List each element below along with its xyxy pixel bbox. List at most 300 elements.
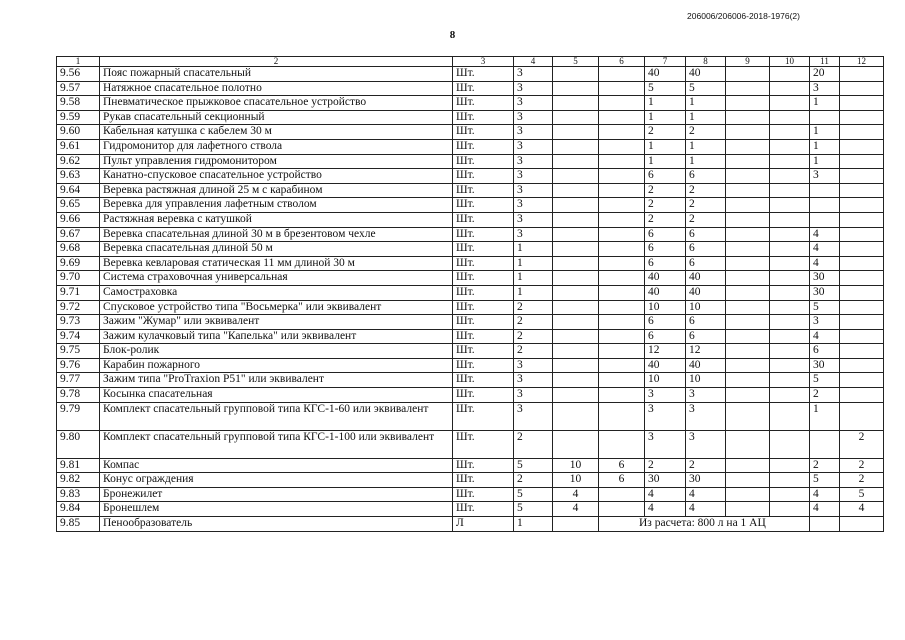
unit: Шт.	[453, 242, 514, 257]
col-4-value: 3	[514, 358, 553, 373]
col-10-value	[770, 473, 810, 488]
col-8-value: 40	[686, 285, 726, 300]
col-6-value	[599, 402, 645, 430]
col-10-value	[770, 430, 810, 458]
item-name: Косынка спасательная	[100, 388, 453, 403]
item-name: Конус ограждения	[100, 473, 453, 488]
col-6-value	[599, 388, 645, 403]
col-4-value: 3	[514, 183, 553, 198]
col-9-value	[726, 430, 770, 458]
col-11-value: 1	[810, 96, 840, 111]
col-8-value: 5	[686, 81, 726, 96]
col-5-value	[553, 125, 599, 140]
col-10-value	[770, 344, 810, 359]
row-number: 9.62	[57, 154, 100, 169]
col-4-value: 3	[514, 227, 553, 242]
col-5-value: 4	[553, 502, 599, 517]
col-10-value	[770, 212, 810, 227]
col-6-value	[599, 285, 645, 300]
col-8-value: 4	[686, 502, 726, 517]
table-row	[57, 473, 884, 488]
col-6-value	[599, 198, 645, 213]
item-name: Комплект спасательный групповой типа КГС-1-60 или эквивалент	[100, 402, 453, 430]
col-8-value: 6	[686, 256, 726, 271]
col-6-value	[599, 256, 645, 271]
col-4-value: 3	[514, 125, 553, 140]
col-8-value: 1	[686, 96, 726, 111]
col-10-value	[770, 315, 810, 330]
col-11-value: 4	[810, 487, 840, 502]
col-12-value	[840, 110, 884, 125]
col-5-value	[553, 227, 599, 242]
unit: Шт.	[453, 285, 514, 300]
row-number: 9.85	[57, 517, 100, 532]
table-row	[57, 344, 884, 359]
col-11-value: 5	[810, 473, 840, 488]
col-7-value: 40	[645, 67, 686, 82]
col-11-value: 3	[810, 81, 840, 96]
item-name: Бронешлем	[100, 502, 453, 517]
col-10-value	[770, 183, 810, 198]
col-11-value: 4	[810, 227, 840, 242]
col-9-value	[726, 212, 770, 227]
col-10-value	[770, 227, 810, 242]
col-8-value: 2	[686, 125, 726, 140]
col-11-value: 1	[810, 125, 840, 140]
row-number: 9.73	[57, 315, 100, 330]
col-5-value	[553, 67, 599, 82]
row-number: 9.83	[57, 487, 100, 502]
col-8-value: 12	[686, 344, 726, 359]
col-7-value: 2	[645, 183, 686, 198]
col-7-value: 3	[645, 430, 686, 458]
col-10-value	[770, 487, 810, 502]
col-9-value	[726, 373, 770, 388]
col-6-value	[599, 212, 645, 227]
col-7-value: 6	[645, 242, 686, 257]
col-9-value	[726, 169, 770, 184]
col-6-value	[599, 125, 645, 140]
col-9-value	[726, 67, 770, 82]
col-4-value: 3	[514, 373, 553, 388]
col-6-value	[599, 487, 645, 502]
col-4-value: 3	[514, 67, 553, 82]
col-10-value	[770, 256, 810, 271]
col-7-value: 10	[645, 300, 686, 315]
col-11-value: 6	[810, 344, 840, 359]
table-row	[57, 125, 884, 140]
col-7-value: 40	[645, 285, 686, 300]
col-11-value: 30	[810, 358, 840, 373]
col-8-value: 6	[686, 329, 726, 344]
item-name: Пульт управления гидромонитором	[100, 154, 453, 169]
col-4-value: 3	[514, 154, 553, 169]
table-row	[57, 198, 884, 213]
col-7-value: 40	[645, 358, 686, 373]
col-header: 3	[453, 57, 514, 67]
table-row	[57, 373, 884, 388]
item-name: Растяжная веревка с катушкой	[100, 212, 453, 227]
col-4-value: 1	[514, 242, 553, 257]
col-5-value: 10	[553, 458, 599, 473]
col-6-value	[599, 81, 645, 96]
item-name: Натяжное спасательное полотно	[100, 81, 453, 96]
col-12-value	[840, 154, 884, 169]
col-5-value	[553, 315, 599, 330]
col-10-value	[770, 198, 810, 213]
col-12-value	[840, 285, 884, 300]
col-11-value: 5	[810, 373, 840, 388]
col-12-value	[840, 212, 884, 227]
col-6-value	[599, 110, 645, 125]
col-9-value	[726, 271, 770, 286]
unit: Шт.	[453, 458, 514, 473]
col-6-value	[599, 502, 645, 517]
col-9-value	[726, 458, 770, 473]
col-4-value: 3	[514, 110, 553, 125]
col-5-value	[553, 96, 599, 111]
col-header: 5	[553, 57, 599, 67]
col-9-value	[726, 154, 770, 169]
col-9-value	[726, 487, 770, 502]
row-number: 9.56	[57, 67, 100, 82]
row-number: 9.84	[57, 502, 100, 517]
col-7-value: 1	[645, 96, 686, 111]
table-row	[57, 139, 884, 154]
col-9-value	[726, 227, 770, 242]
col-8-value: 1	[686, 139, 726, 154]
table-row	[57, 67, 884, 82]
col-6-value	[599, 227, 645, 242]
col-10-value	[770, 110, 810, 125]
col-9-value	[726, 402, 770, 430]
row-number: 9.76	[57, 358, 100, 373]
col-11-value: 30	[810, 271, 840, 286]
col-6-value	[599, 344, 645, 359]
col-4-value: 2	[514, 430, 553, 458]
col-6-value: 6	[599, 458, 645, 473]
col-11-value: 4	[810, 242, 840, 257]
unit: Шт.	[453, 358, 514, 373]
col-8-value: 6	[686, 169, 726, 184]
col-6-value	[599, 96, 645, 111]
col-6-value	[599, 169, 645, 184]
col-8-value: 2	[686, 458, 726, 473]
item-name: Спусковое устройство типа "Восьмерка" или эквивалент	[100, 300, 453, 315]
col-11-value: 1	[810, 139, 840, 154]
col-6-value	[599, 300, 645, 315]
col-4-value: 3	[514, 388, 553, 403]
col-4-value: 2	[514, 329, 553, 344]
table-row	[57, 285, 884, 300]
unit: Шт.	[453, 430, 514, 458]
item-name: Веревка для управления лафетным стволом	[100, 198, 453, 213]
col-11-value	[810, 110, 840, 125]
document-id: 206006/206006-2018-1976(2)	[687, 11, 800, 21]
col-5-value	[553, 110, 599, 125]
col-4-value: 1	[514, 271, 553, 286]
row-number: 9.72	[57, 300, 100, 315]
item-name: Кабельная катушка с кабелем 30 м	[100, 125, 453, 140]
col-5-value	[553, 517, 599, 532]
col-7-value: 3	[645, 388, 686, 403]
item-name: Карабин пожарного	[100, 358, 453, 373]
row-number: 9.69	[57, 256, 100, 271]
col-5-value	[553, 344, 599, 359]
table-row	[57, 169, 884, 184]
col-12-value: 4	[840, 502, 884, 517]
row-number: 9.79	[57, 402, 100, 430]
col-7-value: 2	[645, 458, 686, 473]
unit: Шт.	[453, 388, 514, 403]
table-row	[57, 502, 884, 517]
unit: Шт.	[453, 315, 514, 330]
row-number: 9.59	[57, 110, 100, 125]
col-8-value: 3	[686, 388, 726, 403]
table-row	[57, 256, 884, 271]
col-7-value: 1	[645, 139, 686, 154]
item-name: Веревка растяжная длиной 25 м с карабином	[100, 183, 453, 198]
col-12-value	[840, 183, 884, 198]
col-7-value: 6	[645, 329, 686, 344]
col-12-value	[840, 271, 884, 286]
col-11-value	[810, 212, 840, 227]
col-12-value: 2	[840, 473, 884, 488]
unit: Шт.	[453, 344, 514, 359]
item-name: Зажим кулачковый типа "Капелька" или эквивалент	[100, 329, 453, 344]
col-7-value: 1	[645, 110, 686, 125]
item-name: Комплект спасательный групповой типа КГС-1-100 или эквивалент	[100, 430, 453, 458]
col-header: 12	[840, 57, 884, 67]
equipment-table	[56, 56, 884, 532]
col-11-value	[810, 430, 840, 458]
row-number: 9.60	[57, 125, 100, 140]
col-6-value	[599, 242, 645, 257]
col-10-value	[770, 300, 810, 315]
item-name: Компас	[100, 458, 453, 473]
table-row	[57, 227, 884, 242]
col-5-value	[553, 183, 599, 198]
col-5-value	[553, 81, 599, 96]
row-number: 9.61	[57, 139, 100, 154]
unit: Шт.	[453, 169, 514, 184]
col-8-value: 1	[686, 154, 726, 169]
table-row	[57, 517, 884, 532]
unit: Шт.	[453, 227, 514, 242]
col-9-value	[726, 139, 770, 154]
col-11-value: 30	[810, 285, 840, 300]
col-header: 4	[514, 57, 553, 67]
col-7-value: 1	[645, 154, 686, 169]
table-row	[57, 487, 884, 502]
col-6-value	[599, 358, 645, 373]
col-6-value	[599, 430, 645, 458]
col-11-value: 4	[810, 256, 840, 271]
col-8-value: 40	[686, 358, 726, 373]
col-7-value: 30	[645, 473, 686, 488]
col-5-value	[553, 373, 599, 388]
col-8-value: 2	[686, 212, 726, 227]
col-8-value: 6	[686, 315, 726, 330]
col-header: 11	[810, 57, 840, 67]
col-9-value	[726, 285, 770, 300]
col-7-value: 6	[645, 315, 686, 330]
item-name: Веревка кевларовая статическая 11 мм длиной 30 м	[100, 256, 453, 271]
col-8-value: 2	[686, 183, 726, 198]
col-12-value	[840, 227, 884, 242]
row-number: 9.67	[57, 227, 100, 242]
col-8-value: 10	[686, 373, 726, 388]
col-7-value: 40	[645, 271, 686, 286]
col-11-value: 1	[810, 154, 840, 169]
col-header: 10	[770, 57, 810, 67]
col-4-value: 2	[514, 473, 553, 488]
col-header: 1	[57, 57, 100, 67]
col-9-value	[726, 502, 770, 517]
col-7-value: 2	[645, 212, 686, 227]
col-10-value	[770, 169, 810, 184]
col-9-value	[726, 183, 770, 198]
col-5-value	[553, 139, 599, 154]
col-10-value	[770, 67, 810, 82]
col-8-value: 6	[686, 242, 726, 257]
col-header: 9	[726, 57, 770, 67]
col-11-value: 4	[810, 329, 840, 344]
col-5-value	[553, 169, 599, 184]
row-number: 9.82	[57, 473, 100, 488]
col-12-value	[840, 256, 884, 271]
unit: Шт.	[453, 81, 514, 96]
col-5-value	[553, 271, 599, 286]
col-10-value	[770, 139, 810, 154]
item-name: Веревка спасательная длиной 50 м	[100, 242, 453, 257]
col-5-value	[553, 242, 599, 257]
col-12-value	[840, 329, 884, 344]
row-number: 9.58	[57, 96, 100, 111]
unit: Шт.	[453, 212, 514, 227]
item-name: Система страховочная универсальная	[100, 271, 453, 286]
col-9-value	[726, 358, 770, 373]
col-7-value: 2	[645, 125, 686, 140]
col-6-value	[599, 154, 645, 169]
unit: Шт.	[453, 154, 514, 169]
col-5-value: 4	[553, 487, 599, 502]
unit: Шт.	[453, 183, 514, 198]
col-4-value: 2	[514, 315, 553, 330]
col-12-value	[840, 198, 884, 213]
col-7-value: 6	[645, 169, 686, 184]
col-10-value	[770, 81, 810, 96]
col-4-value: 3	[514, 169, 553, 184]
column-header-row	[57, 57, 884, 67]
col-10-value	[770, 402, 810, 430]
unit: Шт.	[453, 139, 514, 154]
unit: Шт.	[453, 96, 514, 111]
col-4-value: 3	[514, 81, 553, 96]
table-row	[57, 271, 884, 286]
col-11-value: 3	[810, 169, 840, 184]
col-4-value: 3	[514, 402, 553, 430]
col-8-value: 3	[686, 402, 726, 430]
col-9-value	[726, 315, 770, 330]
col-12-value	[840, 125, 884, 140]
col-12-value	[840, 373, 884, 388]
col-4-value: 3	[514, 212, 553, 227]
col-8-value: 1	[686, 110, 726, 125]
item-name: Блок-ролик	[100, 344, 453, 359]
col-9-value	[726, 256, 770, 271]
calculation-note: Из расчета: 800 л на 1 АЦ	[599, 517, 810, 532]
col-5-value	[553, 198, 599, 213]
col-9-value	[726, 388, 770, 403]
col-8-value: 40	[686, 67, 726, 82]
row-number: 9.64	[57, 183, 100, 198]
col-10-value	[770, 358, 810, 373]
unit: Шт.	[453, 329, 514, 344]
col-6-value	[599, 329, 645, 344]
col-9-value	[726, 110, 770, 125]
col-9-value	[726, 473, 770, 488]
col-header: 8	[686, 57, 726, 67]
row-number: 9.68	[57, 242, 100, 257]
col-8-value: 10	[686, 300, 726, 315]
col-5-value	[553, 256, 599, 271]
row-number: 9.70	[57, 271, 100, 286]
col-4-value: 5	[514, 502, 553, 517]
col-12-value	[840, 300, 884, 315]
col-6-value	[599, 183, 645, 198]
col-11-value: 2	[810, 458, 840, 473]
col-10-value	[770, 96, 810, 111]
col-7-value: 6	[645, 227, 686, 242]
col-5-value	[553, 154, 599, 169]
col-12-value	[840, 67, 884, 82]
col-10-value	[770, 271, 810, 286]
col-5-value	[553, 358, 599, 373]
col-4-value: 3	[514, 96, 553, 111]
table-row	[57, 300, 884, 315]
row-number: 9.80	[57, 430, 100, 458]
row-number: 9.74	[57, 329, 100, 344]
col-12-value	[840, 315, 884, 330]
unit: Шт.	[453, 67, 514, 82]
table-row	[57, 430, 884, 458]
col-7-value: 2	[645, 198, 686, 213]
col-7-value: 4	[645, 487, 686, 502]
col-11-value: 20	[810, 67, 840, 82]
table-row	[57, 315, 884, 330]
col-12-value	[840, 242, 884, 257]
col-11-value: 5	[810, 300, 840, 315]
unit: Шт.	[453, 300, 514, 315]
row-number: 9.81	[57, 458, 100, 473]
col-4-value: 1	[514, 517, 553, 532]
col-4-value: 1	[514, 256, 553, 271]
col-9-value	[726, 125, 770, 140]
col-12-value	[840, 358, 884, 373]
col-10-value	[770, 388, 810, 403]
col-8-value: 40	[686, 271, 726, 286]
row-number: 9.77	[57, 373, 100, 388]
col-6-value	[599, 315, 645, 330]
col-10-value	[770, 458, 810, 473]
col-9-value	[726, 300, 770, 315]
table-row	[57, 358, 884, 373]
unit: Шт.	[453, 502, 514, 517]
col-11-value	[810, 183, 840, 198]
col-5-value	[553, 285, 599, 300]
item-name: Пенообразователь	[100, 517, 453, 532]
